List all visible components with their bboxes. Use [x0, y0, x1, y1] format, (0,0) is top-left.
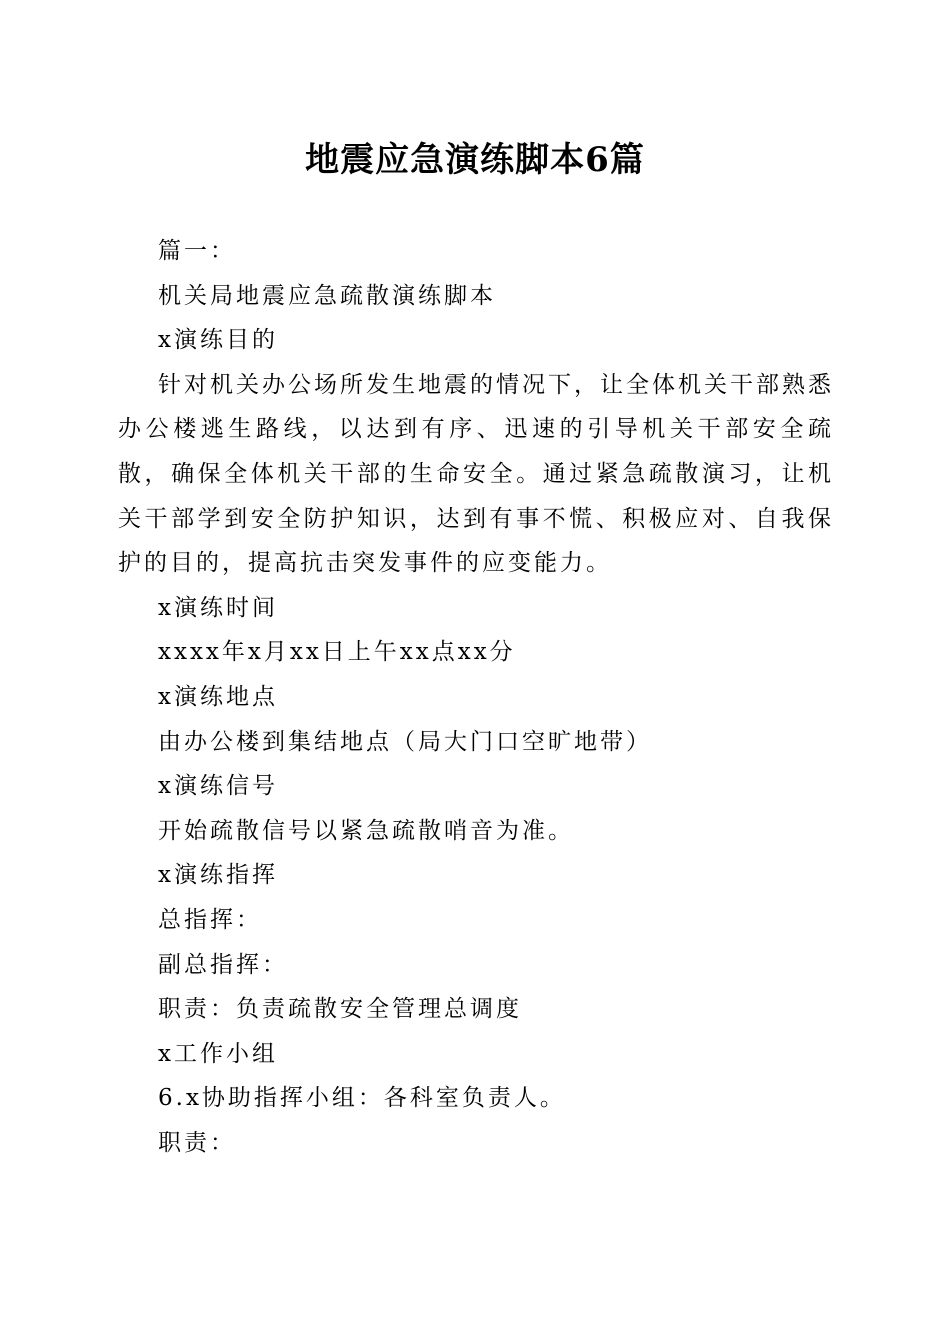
- paragraph-heading-location: x演练地点: [158, 683, 278, 710]
- paragraph-section-label: 篇一：: [158, 238, 236, 264]
- paragraph-signal-text: 开始疏散信号以紧急疏散哨音为准。: [158, 817, 574, 844]
- paragraph-heading-signal: x演练信号: [158, 773, 278, 800]
- paragraph-location-text: 由办公楼到集结地点（局大门口空旷地带）: [158, 728, 652, 755]
- paragraph-assist-group: 6.x协助指挥小组：各科室负责人。: [158, 1085, 566, 1112]
- paragraph-heading-purpose: x演练目的: [158, 327, 278, 354]
- paragraph-chief-commander: 总指挥：: [158, 906, 262, 933]
- paragraph-heading-time: x演练时间: [158, 594, 278, 621]
- paragraph-heading-command: x演练指挥: [158, 862, 278, 889]
- paragraph-deputy-commander: 副总指挥：: [158, 951, 288, 978]
- document-title: 地震应急演练脚本6篇: [305, 140, 645, 180]
- paragraph-heading-working-group: x工作小组: [158, 1040, 278, 1067]
- document-body: [118, 229, 834, 1165]
- paragraph-time-text: xxxx年x月xx日上午xx点xx分: [158, 639, 516, 666]
- paragraph-assist-duty: 职责：: [158, 1129, 236, 1156]
- paragraph-purpose-text: 针对机关办公场所发生地震的情况下，让全体机关干部熟悉办公楼逃生路线，以达到有序、迅速的引导机关干部安全疏散，确保全体机关干部的生命安全。通过紧急疏散演习，让机关干部学到安全防护知识，达到有事不慌、积极应对、自我保护的目的，提高抗击突发事件的应变能力。: [118, 371, 834, 577]
- paragraph-command-duty: 职责：负责疏散安全管理总调度: [158, 996, 522, 1023]
- paragraph-script-title: 机关局地震应急疏散演练脚本: [158, 282, 496, 309]
